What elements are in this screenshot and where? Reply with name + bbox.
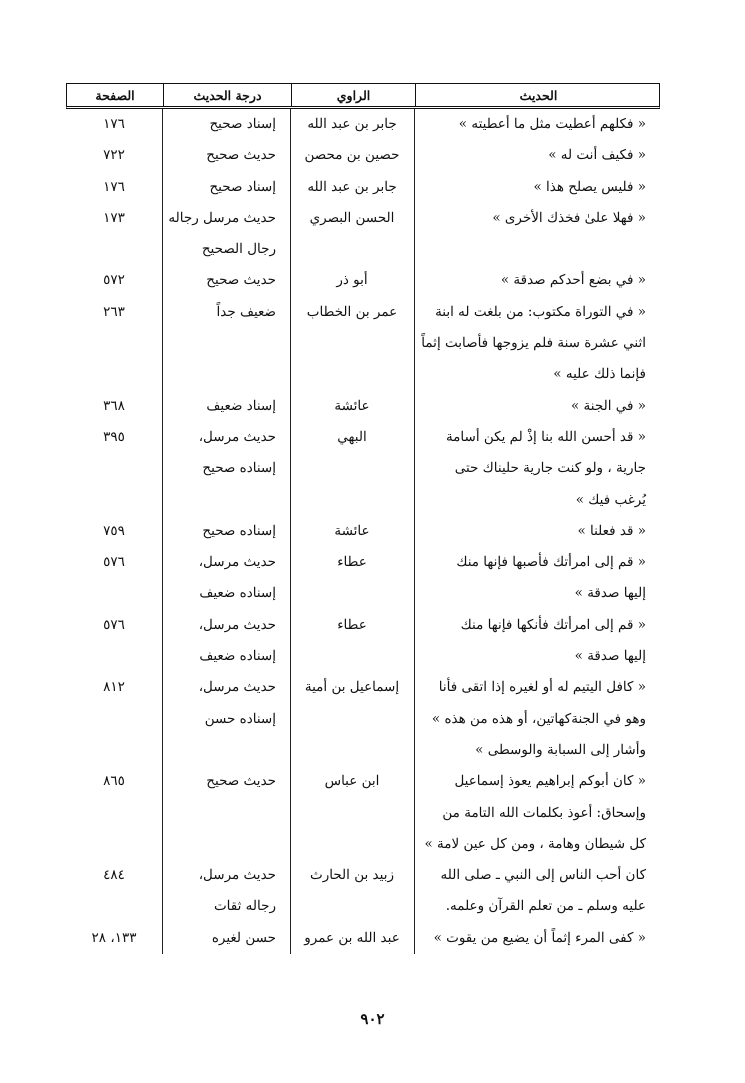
cell-hadith: « قم إلى امرأتك فأنكها فإنها منك [460, 616, 646, 633]
cell-hadith: « قد أحسن الله بنا إذْ لم يكن أسامة [445, 428, 646, 445]
cell-page: ٨٦٥ [103, 773, 125, 790]
cell-page: ٥٧٦ [103, 554, 125, 571]
table-row [66, 359, 660, 390]
table-row [66, 860, 660, 891]
table-row [66, 610, 660, 641]
cell-page [66, 704, 162, 735]
cell-hadith: إليها صدقة » [574, 648, 646, 665]
table-header [66, 83, 660, 109]
cell-narrator: عطاء [337, 554, 367, 571]
table-row [66, 453, 660, 484]
cell-grade: حديث صحيح [206, 773, 276, 790]
cell-grade: إسناده صحيح [202, 522, 276, 539]
cell-narrator [290, 735, 414, 766]
header-narrator: الراوي [291, 84, 415, 106]
cell-narrator [290, 359, 414, 390]
cell-narrator [290, 798, 414, 829]
cell-grade: حديث مرسل، [198, 428, 276, 445]
cell-hadith: « في بضع أحدكم صدقة » [500, 272, 646, 289]
cell-narrator [290, 891, 414, 922]
cell-grade: حديث صحيح [206, 147, 276, 164]
table-row [66, 422, 660, 453]
cell-grade [162, 359, 290, 390]
table-row [66, 641, 660, 672]
table-row [66, 735, 660, 766]
header-hadith: الحديث [415, 84, 661, 106]
cell-hadith: « فكيف أنت له » [548, 147, 646, 164]
cell-page [66, 328, 162, 359]
cell-grade [162, 829, 290, 860]
table-row [66, 798, 660, 829]
cell-hadith: « كان أبوكم إبراهيم يعوذ إسماعيل [454, 773, 646, 790]
table-row [66, 297, 660, 328]
cell-page: ٣٩٥ [103, 428, 125, 445]
cell-hadith: « كافل اليتيم له أو لغيره إذا اتقى فأنا [438, 679, 646, 696]
cell-page [66, 891, 162, 922]
cell-narrator: إسماعيل بن أمية [304, 679, 400, 696]
cell-hadith: كل شيطان وهامة ، ومن كل عين لامة » [424, 835, 646, 852]
cell-hadith: « في التوراة مكتوب: من بلغت له ابنة [435, 303, 646, 320]
cell-hadith: « فهلا علىٰ فخذك الأخرى » [492, 209, 646, 226]
cell-hadith: « قد فعلنا » [577, 522, 646, 539]
header-page: الصفحة [95, 87, 135, 103]
cell-grade: حسن لغيره [211, 929, 276, 946]
cell-grade: حديث مرسل، [198, 679, 276, 696]
table-row [66, 829, 660, 860]
table-row [66, 109, 660, 140]
cell-narrator: البهي [337, 428, 367, 445]
table-row [66, 704, 660, 735]
cell-hadith: يُرغب فيك » [575, 491, 646, 508]
cell-page: ٤٨٤ [103, 867, 125, 884]
cell-narrator [290, 234, 414, 265]
cell-hadith: « فكلهم أعطيت مثل ما أعطيته » [458, 116, 646, 132]
cell-hadith: « قم إلى امرأتك فأصبها فإنها منك [456, 554, 646, 571]
cell-page: ٧٢٢ [103, 147, 125, 164]
cell-grade: إسناد ضعيف [206, 397, 276, 414]
cell-hadith: وهو في الجنةكهاتين، أو هذه من هذه » [431, 710, 646, 727]
table-row [66, 203, 660, 234]
cell-hadith [414, 234, 660, 265]
cell-page: ٥٧٦ [103, 616, 125, 633]
cell-grade: رجال الصحيح [201, 241, 276, 258]
page-number: ٩٠٢ [360, 1010, 385, 1028]
cell-page: ٨١٢ [103, 679, 125, 696]
cell-grade [162, 328, 290, 359]
cell-hadith: « في الجنة » [571, 397, 646, 414]
cell-grade: حديث مرسل، [198, 867, 276, 884]
table-row [66, 578, 660, 609]
cell-grade: إسناده ضعيف [199, 648, 276, 665]
cell-page [66, 234, 162, 265]
cell-page [66, 578, 162, 609]
cell-narrator: عطاء [337, 616, 367, 633]
cell-hadith: وإسحاق: أعوذ بكلمات الله التامة من [442, 804, 646, 821]
cell-narrator: أبو ذر [336, 272, 368, 289]
table-row [66, 172, 660, 203]
cell-hadith: كان أحب الناس إلى النبي ـ صلى الله [440, 867, 646, 884]
table-row [66, 891, 660, 922]
cell-page [66, 829, 162, 860]
cell-hadith: إليها صدقة » [574, 585, 646, 602]
cell-grade: حديث صحيح [206, 272, 276, 289]
cell-narrator: الحسن البصري [309, 209, 395, 226]
cell-narrator [290, 641, 414, 672]
cell-page: ٥٧٢ [103, 272, 125, 289]
cell-grade [162, 735, 290, 766]
cell-page: ١٣٣، ٢٨ [91, 929, 137, 946]
header-grade: درجة الحديث [163, 84, 291, 106]
cell-grade [162, 485, 290, 516]
cell-narrator: عائشة [334, 522, 370, 539]
cell-page: ١٧٦ [103, 178, 125, 195]
cell-page: ٧٥٩ [103, 522, 125, 539]
cell-page [66, 798, 162, 829]
cell-page [66, 641, 162, 672]
cell-narrator [290, 328, 414, 359]
cell-narrator [290, 485, 414, 516]
cell-hadith: جارية ، ولو كنت جارية حليناك حتى [454, 460, 646, 477]
cell-narrator: ابن عباس [324, 773, 380, 790]
table-row [66, 516, 660, 547]
cell-narrator: عمر بن الخطاب [306, 303, 398, 320]
cell-grade: إسناده حسن [204, 710, 276, 727]
cell-grade: إسناده ضعيف [199, 585, 276, 602]
table-row [66, 485, 660, 516]
cell-hadith: « كفى المرء إثماً أن يضيع من يقوت » [433, 929, 646, 946]
cell-page [66, 485, 162, 516]
cell-grade: حديث مرسل، [198, 554, 276, 571]
cell-page: ٢٦٣ [103, 303, 125, 320]
table-row [66, 140, 660, 171]
table-row [66, 672, 660, 703]
cell-page: ٣٦٨ [103, 397, 125, 414]
cell-grade: حديث مرسل رجاله [168, 209, 276, 226]
table-body [66, 109, 660, 954]
cell-hadith: فإنما ذلك عليه » [553, 366, 646, 383]
cell-hadith: « فليس يصلح هذا » [533, 178, 646, 195]
table-row [66, 766, 660, 797]
cell-narrator [290, 578, 414, 609]
cell-narrator: عائشة [334, 397, 370, 414]
cell-hadith: اثني عشرة سنة فلم يزوجها فأصابت إثماً [421, 335, 646, 352]
cell-grade: إسناد صحيح [209, 178, 276, 195]
cell-page [66, 735, 162, 766]
cell-narrator [290, 829, 414, 860]
cell-hadith: وأشار إلى السبابة والوسطى » [475, 741, 646, 758]
cell-grade: ضعيف جداً [216, 303, 276, 320]
table-row [66, 923, 660, 954]
table-row [66, 391, 660, 422]
cell-narrator: حصين بن محصن [304, 147, 400, 164]
table-row [66, 328, 660, 359]
table-row [66, 234, 660, 265]
index-table [66, 83, 660, 954]
cell-narrator: عبد الله بن عمرو [304, 929, 400, 946]
cell-narrator: جابر بن عبد الله [307, 116, 397, 132]
cell-narrator: زبيد بن الحارث [310, 867, 394, 884]
cell-narrator [290, 704, 414, 735]
cell-page: ١٧٦ [103, 116, 125, 132]
cell-page [66, 359, 162, 390]
cell-grade: إسناد صحيح [209, 116, 276, 132]
table-row [66, 547, 660, 578]
cell-page [66, 453, 162, 484]
cell-grade: حديث مرسل، [198, 616, 276, 633]
cell-page: ١٧٣ [103, 209, 125, 226]
cell-narrator: جابر بن عبد الله [307, 178, 397, 195]
cell-grade: إسناده صحيح [202, 460, 276, 477]
cell-grade: رجاله ثقات [213, 898, 276, 915]
cell-narrator [290, 453, 414, 484]
table-row [66, 265, 660, 296]
cell-grade [162, 798, 290, 829]
cell-hadith: عليه وسلم ـ من تعلم القرآن وعلمه. [445, 898, 646, 915]
